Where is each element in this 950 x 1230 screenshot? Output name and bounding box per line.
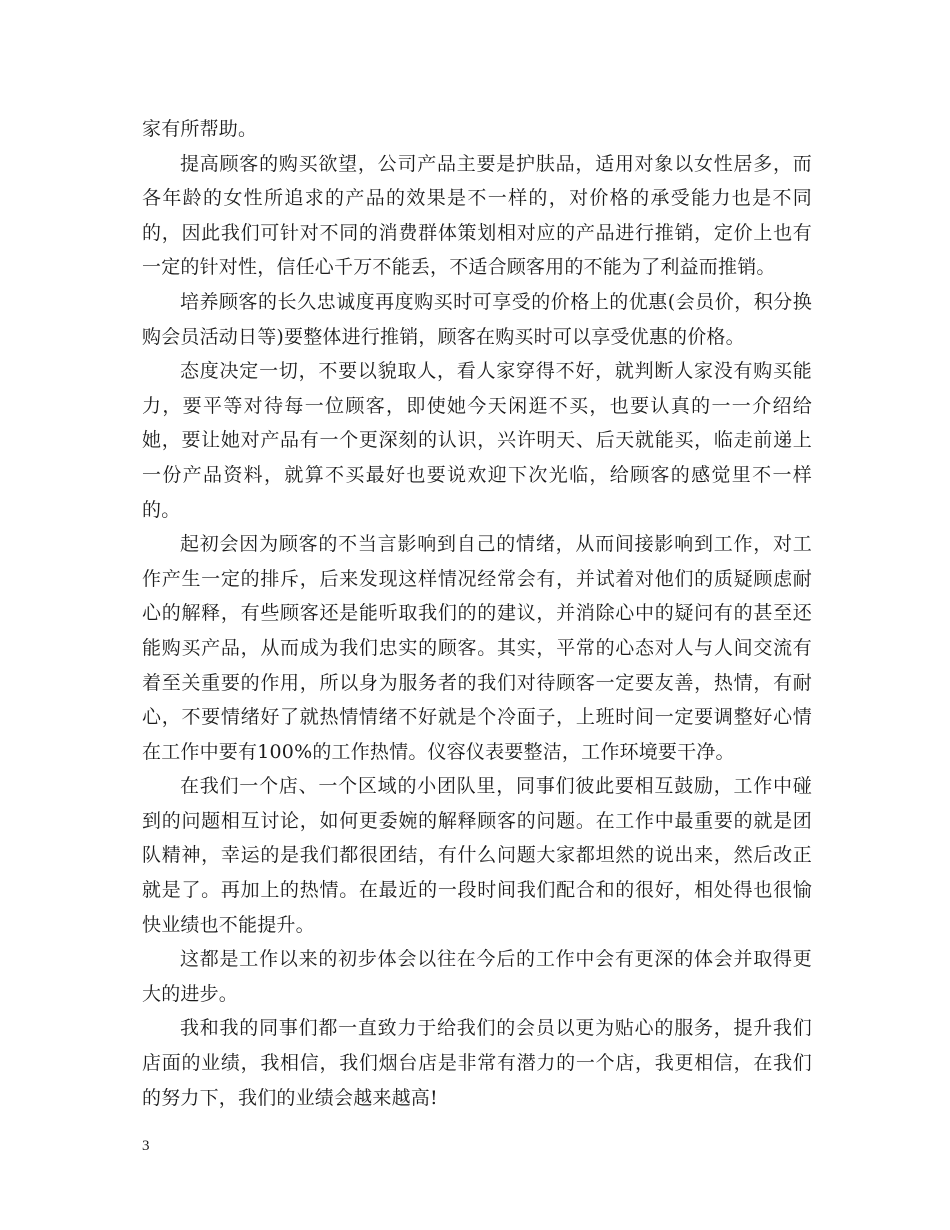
paragraph-5: 起初会因为顾客的不当言影响到自己的情绪，从而间接影响到工作，对工作产生一定的排斥，后来发现这样情况经常会有，并试着对他们的质疑顾虑耐心的解释，有些顾客还是能听取我们的的建议，并消除心中的疑问有的甚至还能购买产品，从而成为我们忠实的顾客。其实，平常的心态对人与人间交流有着至关重要的作用，所以身为服务者的我们对待顾客一定要友善，热情，有耐心，不要情绪好了就热情情绪不好就是个冷面子，上班时间一定要调整好心情在工作中要有100%的工作热情。仪容仪表要整洁，工作环境要干净。	[142, 533, 812, 763]
paragraph-8: 我和我的同事们都一直致力于给我们的会员以更为贴心的服务，提升我们店面的业绩，我相信，我们烟台店是非常有潜力的一个店，我更相信，在我们的努力下，我们的业绩会越来越高!	[142, 1017, 812, 1109]
paragraph-2: 提高顾客的购买欲望，公司产品主要是护肤品，适用对象以女性居多，而各年龄的女性所追求的产品的效果是不一样的，对价格的承受能力也是不同的，因此我们可针对不同的消费群体策划相对应的产品进行推销，定价上也有一定的针对性，信任心千万不能丢，不适合顾客用的不能为了利益而推销。	[142, 152, 812, 279]
document-body	[142, 112, 812, 1115]
paragraph-3: 培养顾客的长久忠诚度再度购买时可享受的价格上的优惠(会员价，积分换购会员活动日等)要整体进行推销，顾客在购买时可以享受优惠的价格。	[142, 290, 812, 348]
paragraph-4: 态度决定一切，不要以貌取人，看人家穿得不好，就判断人家没有购买能力，要平等对待每一位顾客，即使她今天闲逛不买，也要认真的一一介绍给她，要让她对产品有一个更深刻的认识，兴许明天、后天就能买，临走前递上一份产品资料，就算不买最好也要说欢迎下次光临，给顾客的感觉里不一样的。	[142, 360, 812, 521]
paragraph-1: 家有所帮助。	[142, 118, 258, 140]
paragraph-6: 在我们一个店、一个区域的小团队里，同事们彼此要相互鼓励，工作中碰到的问题相互讨论，如何更委婉的解释顾客的问题。在工作中最重要的就是团队精神，幸运的是我们都很团结，有什么问题大家都坦然的说出来，然后改正就是了。再加上的热情。在最近的一段时间我们配合和的很好，相处得也很愉快业绩也不能提升。	[142, 775, 812, 936]
paragraph-7: 这都是工作以来的初步体会以往在今后的工作中会有更深的体会并取得更大的进步。	[142, 948, 812, 1005]
page-number: 3	[142, 1138, 150, 1154]
